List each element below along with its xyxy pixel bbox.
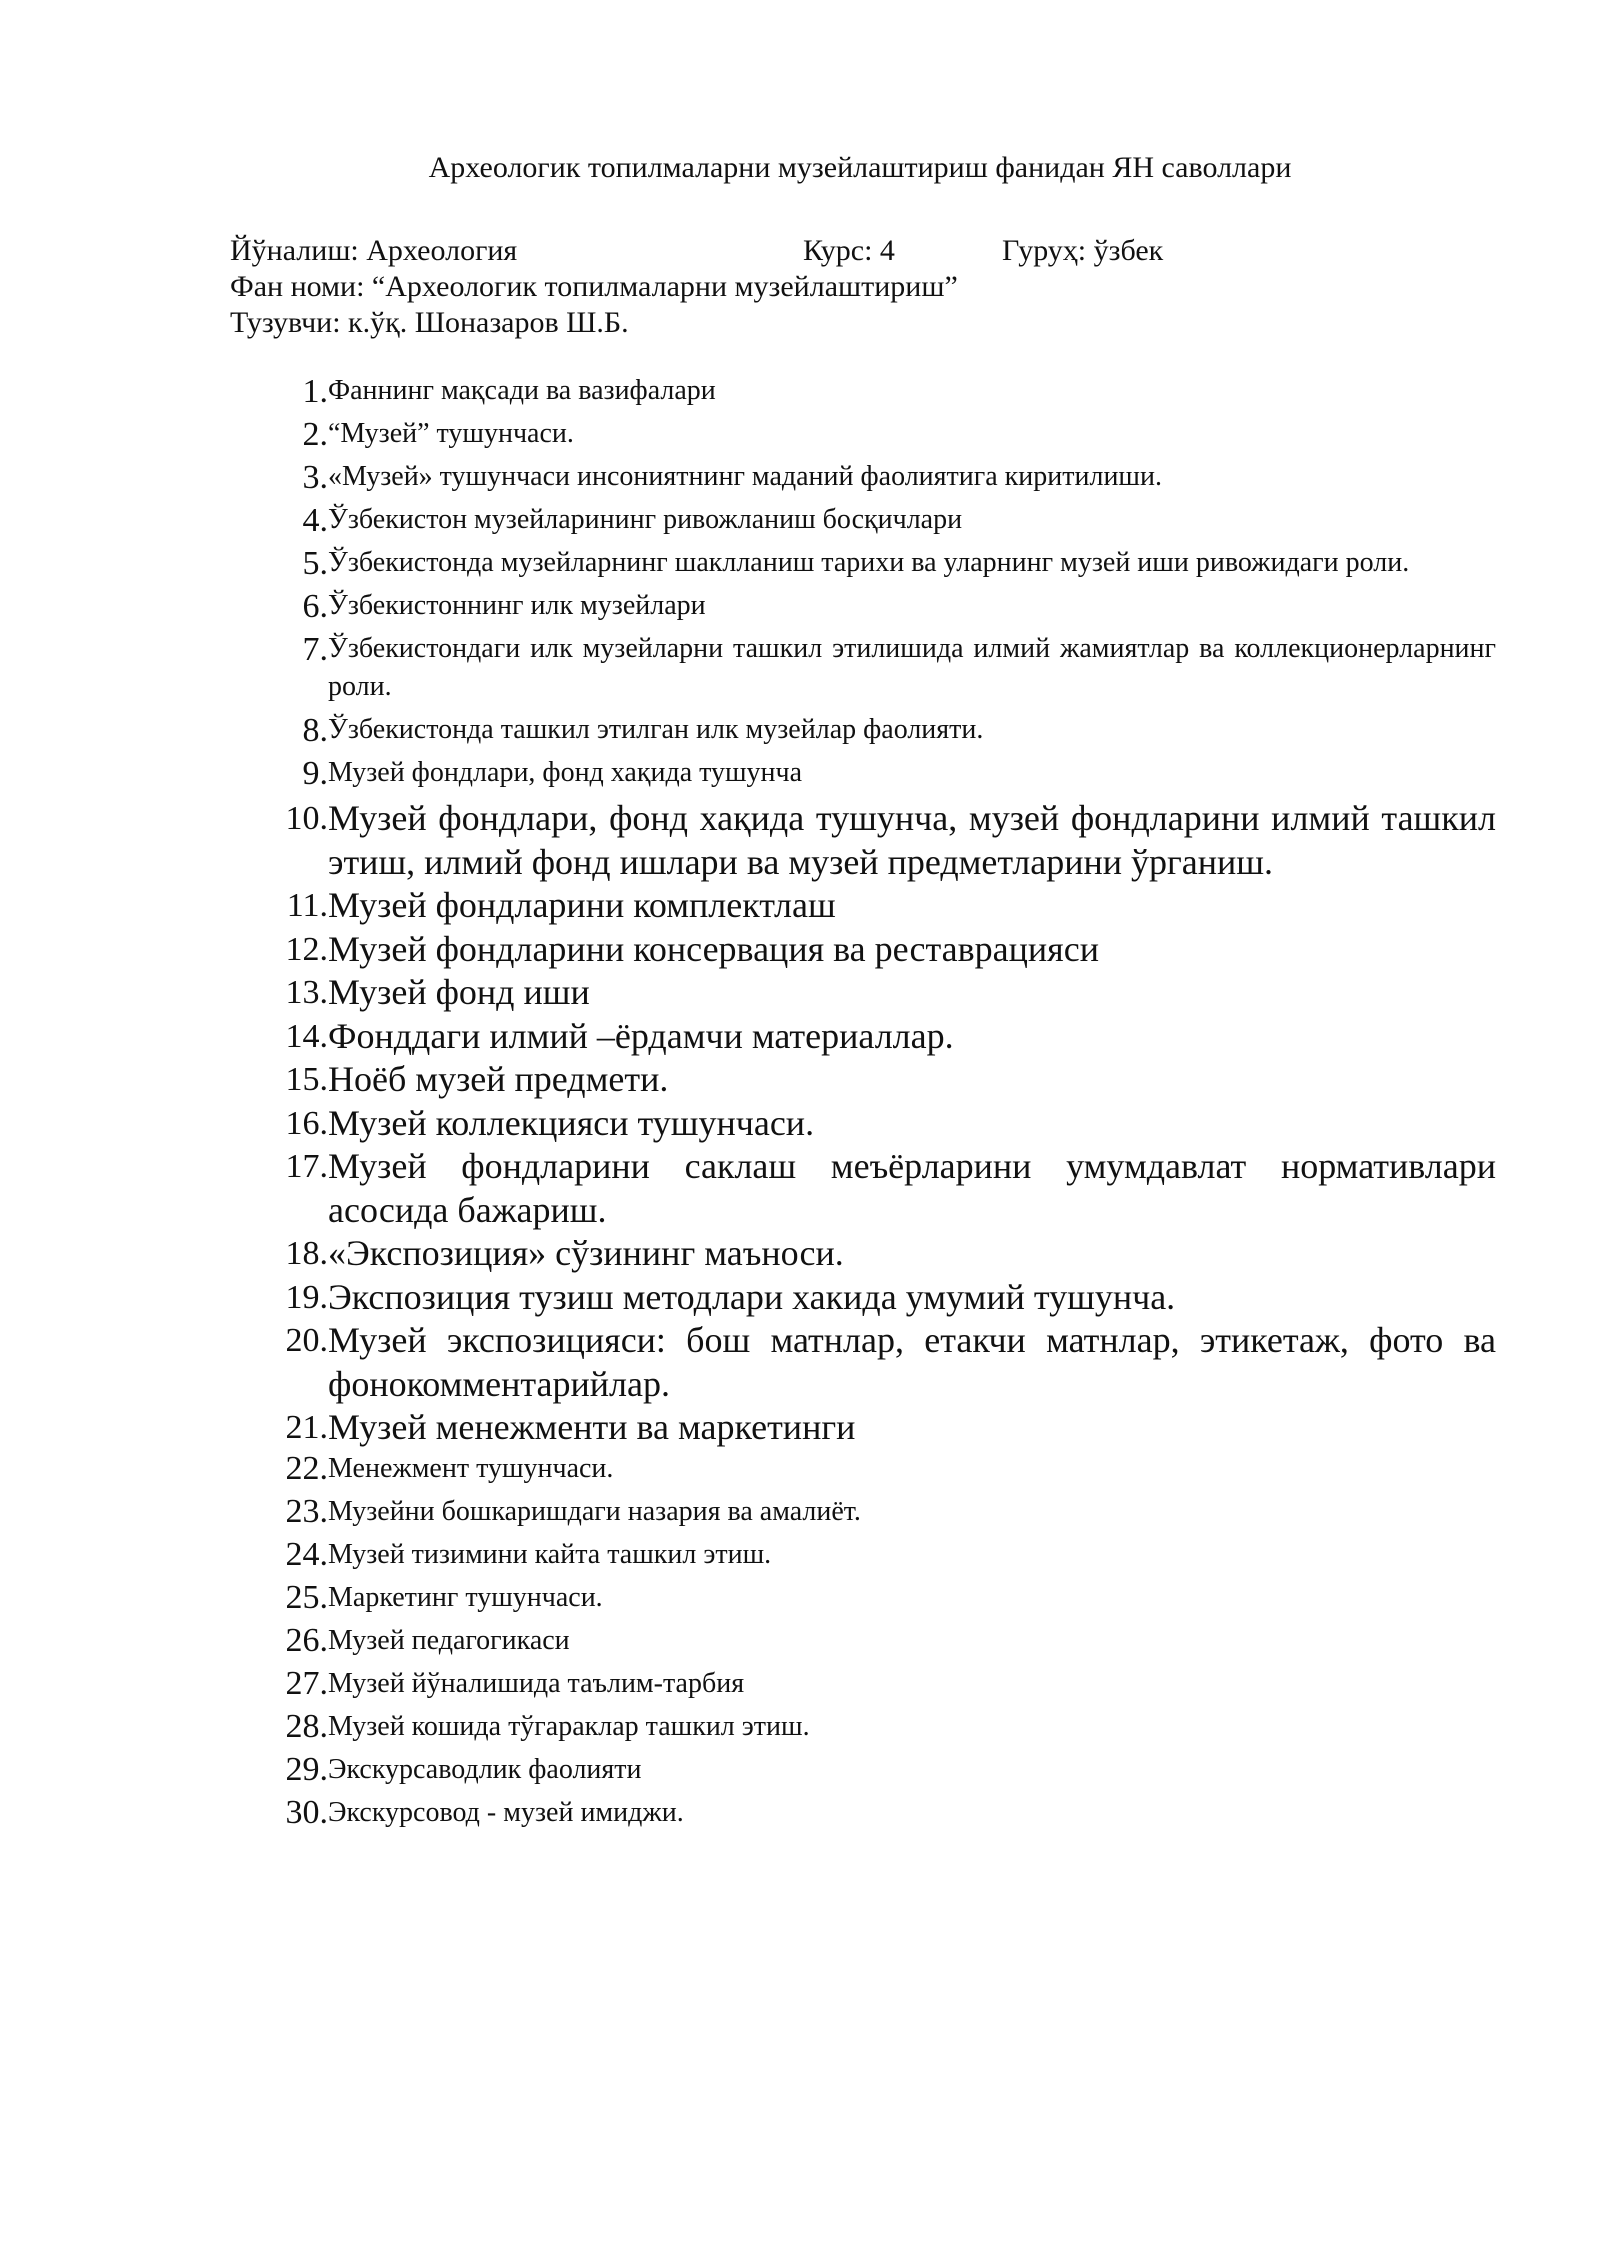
list-item [230,1406,1496,1450]
item-text: Музей фондларини консервация ва реставрацияси [328,928,1099,969]
meta-line-direction [230,233,1490,269]
item-text: Фонддаги илмий –ёрдамчи материаллар. [328,1015,954,1056]
list-item [230,458,1496,496]
list-item [230,1102,1496,1146]
author-line [230,305,1490,341]
item-text: Музей фондларини комплектлаш [328,885,836,925]
item-number: 30. [285,1793,328,1831]
list-item [230,1751,1496,1789]
item-text: Экскурсовод - музей имиджи. [328,1796,684,1828]
item-number: 25. [285,1578,328,1616]
list-item [230,797,1496,884]
list-item [230,415,1496,453]
list-item [230,1145,1496,1232]
subject-text: Фан номи: “Археологик топилмаларни музейлаштириш” [230,270,958,303]
list-item [230,1232,1496,1276]
item-text: Фаннинг мақсади ва вазифалари [328,375,716,406]
item-number: 1. [302,373,328,410]
item-text: Ноёб музей предмети. [328,1059,669,1099]
item-number: 22. [285,1449,328,1487]
item-number: 29. [285,1750,328,1788]
item-text: Музей фондлари, фонд хақида тушунча [328,757,803,788]
item-text: Музей тизимини кайта ташкил этиш. [328,1538,772,1570]
item-text: Музей фондларини саклаш меъёрларини умумдавлат нормативлари асосида бажариш. [328,1146,1496,1230]
item-number: 21. [285,1409,328,1446]
item-text: Экспозиция тузиш методлари хакида умумий тушунча. [328,1276,1176,1317]
list-item [230,928,1496,972]
item-number: 17. [285,1148,328,1185]
list-item [230,1708,1496,1746]
item-text: Музей педагогикаси [328,1624,570,1656]
item-number: 26. [285,1621,328,1659]
list-item [230,1665,1496,1703]
item-number: 3. [302,459,328,496]
list-item [230,1450,1496,1488]
subject-line [230,269,1490,305]
list-item [230,1536,1496,1574]
list-item [230,1276,1496,1320]
direction-label: Йўналиш: Археология [230,234,518,267]
item-number: 7. [302,631,328,668]
item-number: 11. [286,887,328,924]
item-text: Музей йўналишида таълим-тарбия [328,1667,745,1699]
item-text: Ўзбекистоннинг илк музейлари [328,590,706,621]
list-item [230,372,1496,410]
item-number: 18. [285,1235,328,1272]
item-text: Музей менежменти ва маркетинги [328,1407,856,1447]
item-text: «Экспозиция» сўзининг маъноси. [328,1233,844,1273]
item-text: Музей фонд иши [328,972,590,1012]
item-number: 8. [302,712,328,749]
list-item [230,884,1496,928]
item-text: Ўзбекистонда музейларнинг шаклланиш тарихи ва уларнинг музей иши ривожидаги роли. [328,547,1410,578]
document-title: Археологик топилмаларни музейлаштириш фанидан ЯН саволлари [428,151,1292,184]
list-item [230,754,1496,792]
author-text: Тузувчи: к.ўқ. Шоназаров Ш.Б. [230,306,629,339]
item-text: Музей коллекцияси тушунчаси. [328,1102,815,1143]
item-text: Музей экспозицияси: бош матнлар, етакчи матнлар, этикетаж, фото ва фонокомментарийлар. [328,1320,1496,1404]
item-text: “Музей” тушунчаси. [328,418,574,449]
list-item [230,1579,1496,1617]
document-meta [230,233,1490,341]
list-item [230,587,1496,625]
item-text: Маркетинг тушунчаси. [328,1581,603,1613]
item-text: Музей кошида тўгараклар ташкил этиш. [328,1710,810,1742]
item-number: 2. [302,416,328,453]
item-number: 9. [302,755,328,792]
item-text: Музей фондлари, фонд хақида тушунча, музей фондларини илмий ташкил этиш, илмий фонд ишлари ва музей предметларини ўрганиш. [328,798,1496,882]
list-item [230,1493,1496,1531]
item-number: 23. [285,1492,328,1530]
item-number: 4. [302,502,328,539]
item-number: 19. [285,1278,328,1316]
list-item [230,501,1496,539]
item-text: Ўзбекистон музейларининг ривожланиш босқичлари [328,504,963,535]
item-text: Музейни бошкаришдаги назария ва амалиёт. [328,1495,861,1527]
item-text: Ўзбекистондаги илк музейларни ташкил этилишида илмий жамиятлар ва коллекционерларнинг роли. [328,633,1496,702]
item-number: 6. [302,588,328,625]
list-item [230,1015,1496,1059]
list-item [230,971,1496,1015]
item-number: 24. [285,1535,328,1573]
item-number: 14. [285,1017,328,1055]
item-text: «Музей» тушунчаси инсониятнинг маданий фаолиятига киритилиши. [328,461,1162,492]
list-item [230,630,1496,706]
list-item [230,1622,1496,1660]
questions-list [230,372,1496,1837]
list-item [230,1058,1496,1102]
item-number: 16. [285,1104,328,1142]
item-text: Менежмент тушунчаси. [328,1452,614,1484]
list-item [230,1319,1496,1406]
item-number: 15. [285,1061,328,1098]
item-number: 20. [285,1322,328,1359]
item-number: 12. [285,930,328,968]
item-text: Ўзбекистонда ташкил этилган илк музейлар фаолияти. [328,714,984,745]
item-text: Экскурсаводлик фаолияти [328,1753,642,1785]
list-item [230,1794,1496,1832]
list-item [230,711,1496,749]
item-number: 27. [285,1664,328,1702]
item-number: 28. [285,1707,328,1745]
course-label: Курс: 4 [803,234,895,267]
list-item [230,544,1496,582]
item-number: 10. [285,800,328,837]
group-label: Гуруҳ: ўзбек [1002,234,1164,267]
item-number: 5. [302,545,328,582]
item-number: 13. [285,974,328,1011]
